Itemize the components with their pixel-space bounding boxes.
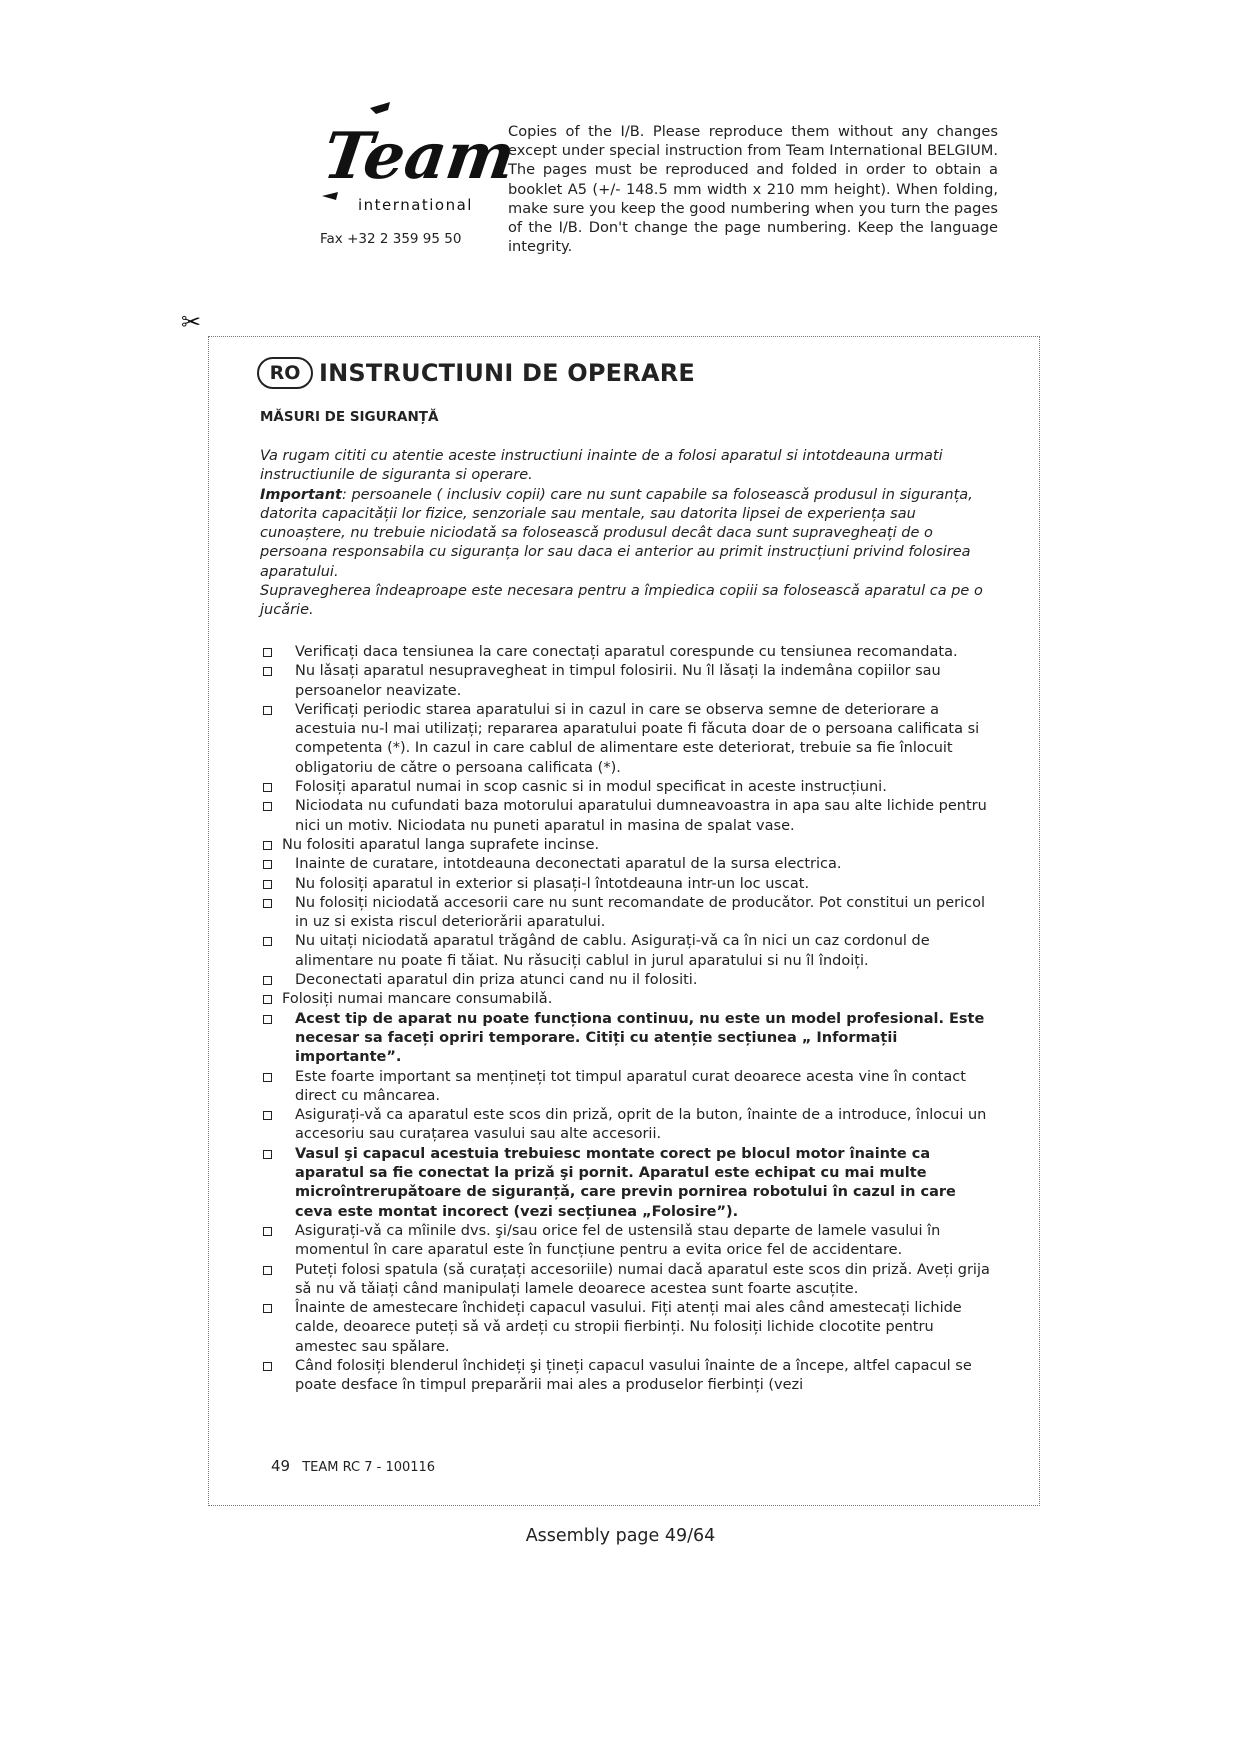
intro-important-paragraph — [260, 486, 1000, 582]
checkbox-icon — [263, 1111, 272, 1120]
list-item: Nu folosiți niciodatǎ accesorii care nu sunt recomandate de producǎtor. Pot constitui un pericol in uz si exista riscul deteriorǎrii aparatului. — [260, 894, 995, 933]
list-item: Nu folosiți aparatul in exterior si plasați-l întotdeauna intr-un loc uscat. — [260, 875, 995, 894]
checkbox-icon — [263, 899, 272, 908]
list-item: Acest tip de aparat nu poate funcționa continuu, nu este un model profesional. Este necesar sa faceți opriri temporare. Citiți cu atenție secțiunea „ Informații importante”. — [260, 1010, 995, 1068]
safety-bullet-list — [260, 643, 995, 1396]
list-item: Verificați daca tensiunea la care conectați aparatul corespunde cu tensiunea recomandata. — [260, 643, 995, 662]
checkbox-icon — [263, 880, 272, 889]
checkbox-icon — [263, 1227, 272, 1236]
checkbox-icon — [263, 995, 272, 1004]
list-item: Înainte de amestecare închideți capacul vasului. Fiți atenți mai ales când amestecați lichide calde, deoarece puteți sǎ vǎ ardeți cu stropii fierbinți. Nu folosiți lichide clocotite pentru amestec sau spǎlare. — [260, 1299, 995, 1357]
list-item: Nu lǎsați aparatul nesupravegheat in timpul folosirii. Nu îl lǎsați la indemâna copiilor sau persoanelor neavizate. — [260, 662, 995, 701]
checkbox-icon — [263, 1015, 272, 1024]
list-item: Este foarte important sa mențineți tot timpul aparatul curat deoarece acesta vine în contact direct cu mâncarea. — [260, 1068, 995, 1107]
list-item: Folosiți aparatul numai in scop casnic si in modul specificat in aceste instrucțiuni. — [260, 778, 995, 797]
checkbox-icon — [263, 667, 272, 676]
page-title — [257, 357, 695, 389]
fax-number: Fax +32 2 359 95 50 — [320, 231, 462, 247]
page-footer — [271, 1457, 435, 1475]
checkbox-icon — [263, 841, 272, 850]
page-number: 49 — [271, 1457, 291, 1475]
checkbox-icon — [263, 1304, 272, 1313]
checkbox-icon — [263, 802, 272, 811]
checkbox-icon — [263, 706, 272, 715]
important-text: : persoanele ( inclusiv copii) care nu sunt capabile sa foloseascǎ produsul in siguranța, datorita capacitǎții lor fizice, senzoriale sau mentale, sau datorita lipsei de experiența sau cunoaștere, nu trebuie niciodatǎ sa foloseascǎ produsul decât daca sunt supravegheați de o persoana responsabila cu siguranța lor sau daca ei anterior au primit instrucțiuni privind folosirea aparatului. — [260, 486, 973, 580]
intro-paragraph: Supravegherea îndeaproape este necesara pentru a împiedica copiii sa foloseascǎ aparatul ca pe o jucǎrie. — [260, 583, 983, 619]
copies-instruction-note: Copies of the I/B. Please reproduce them without any changes except under special instruction from Team International BELGIUM. The pages must be reproduced and folded in order to obtain a booklet A5 (+/- 148.5 mm width x 210 mm height). When folding, make sure you keep the good numbering when you turn the pages of the I/B. Don't change the page numbering. Keep the language integrity. — [508, 123, 998, 256]
checkbox-icon — [263, 1150, 272, 1159]
booklet-page — [208, 336, 1040, 1506]
list-item: Inainte de curatare, intotdeauna deconectati aparatul de la sursa electrica. — [260, 855, 995, 874]
checkbox-icon — [263, 1266, 272, 1275]
list-item: Vasul şi capacul acestuia trebuiesc montate corect pe blocul motor înainte ca aparatul sa fie conectat la prizǎ şi pornit. Aparatul este echipat cu mai multe microîntrerupǎtoare de siguranțǎ, care previn pornirea robotului în cazul in care ceva este montat incorect (vezi secțiunea „Folosire”). — [260, 1145, 995, 1222]
checkbox-icon — [263, 1073, 272, 1082]
page-title-text: INSTRUCTIUNI DE OPERARE — [319, 359, 696, 387]
list-item: Nu uitați niciodatǎ aparatul trǎgând de cablu. Asigurați-vǎ ca în nici un caz cordonul de alimentare nu poate fi tǎiat. Nu rǎsuciți cablul in jurul aparatului si nu îl îndoiți. — [260, 932, 995, 971]
checkbox-icon — [263, 648, 272, 657]
logo-text-main: Team — [318, 119, 520, 194]
list-item: Deconectati aparatul din priza atunci cand nu il folositi. — [260, 971, 995, 990]
team-international-logo — [318, 100, 520, 220]
checkbox-icon — [263, 783, 272, 792]
list-item: Folosiți numai mancare consumabilǎ. — [260, 990, 995, 1009]
section-heading: MĂSURI DE SIGURANȚĂ — [260, 409, 439, 425]
intro-paragraph: Va rugam cititi cu atentie aceste instructiuni inainte de a folosi aparatul si intotdeauna urmati instructiunile de siguranta si operare. — [260, 448, 943, 484]
list-item: Nu folositi aparatul langa suprafete incinse. — [260, 836, 995, 855]
model-code: TEAM RC 7 - 100116 — [302, 1460, 436, 1475]
checkbox-icon — [263, 937, 272, 946]
intro-text — [260, 447, 1000, 621]
checkbox-icon — [263, 1362, 272, 1371]
checkbox-icon — [263, 860, 272, 869]
list-item: Puteți folosi spatula (sǎ curațați accesoriile) numai dacǎ aparatul este scos din prizǎ. Aveți grija sǎ nu vǎ tǎiați când manipulați lamele deoarece acestea sunt foarte ascuțite. — [260, 1261, 995, 1300]
list-item: Când folosiți blenderul închideți şi țineți capacul vasului înainte de a începe, altfel capacul se poate desface în timpul preparǎrii mai ales a produselor fierbinți (vezi — [260, 1357, 995, 1396]
language-badge: RO — [257, 357, 313, 389]
checkbox-icon — [263, 976, 272, 985]
logo-text-sub: international — [358, 196, 473, 214]
list-item: Verificați periodic starea aparatului si in cazul in care se observa semne de deteriorare a acestuia nu-l mai utilizați; repararea aparatului poate fi fǎcuta doar de o persoana calificata si competenta (*). In cazul in care cablul de alimentare este deteriorat, trebuie sa fie înlocuit obligatoriu de cǎtre o persoana calificata (*). — [260, 701, 995, 778]
list-item: Niciodata nu cufundati baza motorului aparatului dumneavoastra in apa sau alte lichide pentru nici un motiv. Niciodata nu puneti aparatul in masina de spalat vase. — [260, 797, 995, 836]
important-label: Important — [260, 486, 342, 503]
list-item: Asigurați-vǎ ca mîinile dvs. şi/sau orice fel de ustensilǎ stau departe de lamele vasului în momentul în care aparatul este în funcțiune pentru a evita orice fel de accidentare. — [260, 1222, 995, 1261]
assembly-page-label: Assembly page 49/64 — [525, 1526, 716, 1546]
list-item: Asigurați-vǎ ca aparatul este scos din prizǎ, oprit de la buton, înainte de a introduce, înlocui un accesoriu sau curațarea vasului sau alte accesorii. — [260, 1106, 995, 1145]
scissors-icon: ✂ — [181, 308, 202, 336]
